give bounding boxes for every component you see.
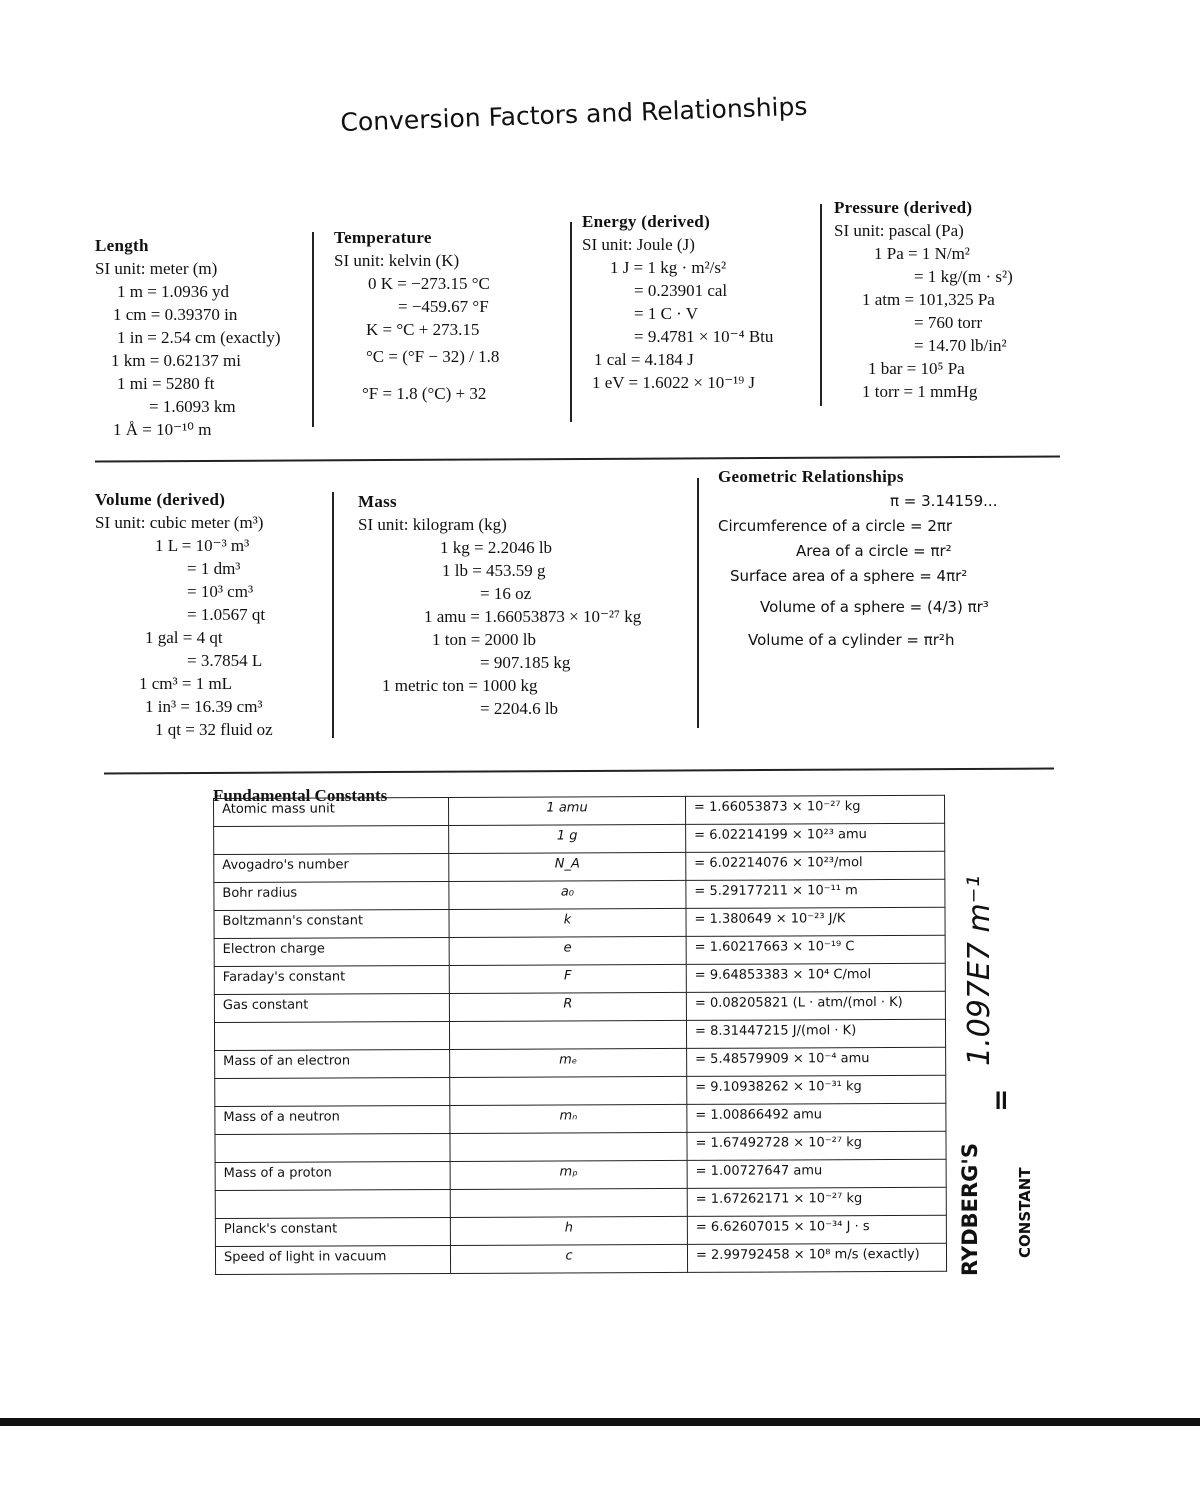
constants-row: [215, 1047, 946, 1078]
page-title: Conversion Factors and Relationships: [340, 91, 808, 137]
constant-value: = 1.00727647 amu: [687, 1159, 946, 1188]
constant-symbol: [450, 1132, 687, 1161]
mass-line: 1 metric ton = 1000 kg: [382, 676, 538, 695]
temperature-heading: Temperature: [334, 228, 432, 247]
length-line: 1 km = 0.62137 mi: [111, 351, 242, 370]
constants-row: [214, 851, 945, 882]
constants-row: [214, 907, 945, 938]
section-divider: [95, 455, 1060, 462]
constant-name: [214, 825, 449, 854]
column-divider: [697, 478, 699, 728]
volume-line: 1 gal = 4 qt: [145, 628, 223, 647]
energy-line: 1 cal = 4.184 J: [594, 350, 694, 369]
constant-symbol: mₚ: [450, 1160, 687, 1189]
constants-row: [214, 795, 945, 826]
constant-value: = 5.29177211 × 10⁻¹¹ m: [686, 879, 945, 908]
column-divider: [332, 492, 334, 738]
mass-line: = 2204.6 lb: [480, 699, 559, 718]
length-line: = 1.6093 km: [149, 397, 236, 416]
geometric-line: Volume of a sphere = (4/3) πr³: [760, 598, 989, 616]
energy-line: 1 eV = 1.6022 × 10⁻¹⁹ J: [592, 373, 756, 392]
length-line: 1 cm = 0.39370 in: [113, 305, 238, 324]
constants-row: [215, 1187, 946, 1218]
constant-name: [215, 1077, 450, 1106]
constants-row: [215, 1159, 946, 1190]
mass-si-unit: SI unit: kilogram (kg): [358, 515, 507, 534]
temperature-line: 0 K = −273.15 °C: [368, 274, 490, 293]
pressure-line: = 1 kg/(m · s²): [914, 267, 1013, 286]
constant-symbol: 1 amu: [448, 796, 685, 825]
constant-symbol: F: [449, 964, 686, 993]
pressure-line: = 760 torr: [914, 313, 983, 332]
volume-line: 1 cm³ = 1 mL: [139, 674, 233, 693]
energy-line: = 1 C · V: [634, 304, 699, 323]
constant-symbol: mₑ: [450, 1048, 687, 1077]
pressure-line: 1 Pa = 1 N/m²: [874, 244, 970, 263]
volume-line: = 10³ cm³: [187, 582, 254, 601]
constant-name: Boltzmann's constant: [214, 909, 449, 938]
handwritten-rydberg-label: RYDBERG'S: [958, 1143, 982, 1276]
constant-name: Mass of a proton: [215, 1161, 450, 1190]
constants-heading: Fundamental Constants: [213, 786, 388, 805]
constant-symbol: c: [450, 1244, 687, 1273]
mass-line: 1 lb = 453.59 g: [442, 561, 546, 580]
constant-value: = 6.02214076 × 10²³/mol: [686, 851, 945, 880]
pressure-section: [834, 196, 1013, 403]
mass-section: [358, 490, 641, 720]
temperature-section: [334, 226, 499, 405]
constants-row: [215, 1243, 946, 1274]
constant-value: = 1.380649 × 10⁻²³ J/K: [686, 907, 945, 936]
volume-heading: Volume (derived): [95, 490, 226, 509]
pressure-line: 1 bar = 10⁵ Pa: [868, 359, 965, 378]
constant-symbol: a₀: [449, 880, 686, 909]
constant-symbol: [449, 1020, 686, 1049]
constants-row: [214, 935, 945, 966]
constant-value: = 5.48579909 × 10⁻⁴ amu: [687, 1047, 946, 1076]
constants-row: [214, 823, 945, 854]
constant-symbol: e: [449, 936, 686, 965]
constant-name: Bohr radius: [214, 881, 449, 910]
pressure-line: 1 atm = 101,325 Pa: [862, 290, 995, 309]
energy-line: = 9.4781 × 10⁻⁴ Btu: [634, 327, 774, 346]
temperature-line: °F = 1.8 (°C) + 32: [362, 384, 487, 403]
geometric-line: Surface area of a sphere = 4πr²: [730, 567, 968, 585]
pressure-heading: Pressure (derived): [834, 198, 973, 217]
energy-line: = 0.23901 cal: [634, 281, 728, 300]
bottom-border-bar: [0, 1418, 1200, 1426]
constants-row: [215, 1131, 946, 1162]
constant-symbol: k: [449, 908, 686, 937]
constant-name: [214, 1021, 449, 1050]
handwritten-equals: =: [984, 1088, 1017, 1112]
mass-line: 1 kg = 2.2046 lb: [440, 538, 553, 557]
constant-name: Atomic mass unit: [214, 797, 449, 826]
volume-line: = 3.7854 L: [187, 651, 263, 670]
volume-line: = 1.0567 qt: [187, 605, 266, 624]
constants-row: [214, 879, 945, 910]
column-divider: [820, 204, 822, 406]
temperature-line: = −459.67 °F: [398, 297, 489, 316]
volume-section: [95, 488, 273, 741]
constant-symbol: mₙ: [450, 1104, 687, 1133]
length-si-unit: SI unit: meter (m): [95, 259, 218, 278]
mass-heading: Mass: [358, 492, 397, 511]
constant-value: = 8.31447215 J/(mol · K): [686, 1019, 945, 1048]
constant-value: = 1.67262171 × 10⁻²⁷ kg: [687, 1187, 946, 1216]
constant-value: = 1.00866492 amu: [687, 1103, 946, 1132]
geometric-heading: Geometric Relationships: [718, 467, 904, 486]
geometric-line: π = 3.14159...: [890, 492, 998, 510]
geometric-section: [718, 464, 997, 653]
constants-row: [214, 963, 945, 994]
constants-row: [214, 991, 945, 1022]
constant-name: [215, 1133, 450, 1162]
length-heading: Length: [95, 236, 149, 255]
energy-heading: Energy (derived): [582, 212, 711, 231]
constants-row: [215, 1103, 946, 1134]
length-line: 1 Å = 10⁻¹⁰ m: [113, 420, 212, 439]
length-line: 1 m = 1.0936 yd: [117, 282, 230, 301]
pressure-si-unit: SI unit: pascal (Pa): [834, 221, 964, 240]
mass-line: = 16 oz: [480, 584, 532, 603]
pressure-line: = 14.70 lb/in²: [914, 336, 1007, 355]
section-divider: [104, 768, 1054, 775]
constant-symbol: h: [450, 1216, 687, 1245]
volume-line: = 1 dm³: [187, 559, 241, 578]
geometric-line: Circumference of a circle = 2πr: [718, 517, 953, 535]
volume-si-unit: SI unit: cubic meter (m³): [95, 513, 264, 532]
energy-line: 1 J = 1 kg · m²/s²: [610, 258, 727, 277]
mass-line: 1 amu = 1.66053873 × 10⁻²⁷ kg: [424, 607, 642, 626]
constant-value: = 0.08205821 (L · atm/(mol · K): [686, 991, 945, 1020]
handwritten-constant-label: CONSTANT: [1016, 1167, 1034, 1258]
temperature-si-unit: SI unit: kelvin (K): [334, 251, 460, 270]
constant-value: = 6.62607015 × 10⁻³⁴ J · s: [687, 1215, 946, 1244]
constants-row: [215, 1215, 946, 1246]
constant-name: Faraday's constant: [214, 965, 449, 994]
constant-value: = 1.67492728 × 10⁻²⁷ kg: [687, 1131, 946, 1160]
length-line: 1 in = 2.54 cm (exactly): [117, 328, 281, 347]
constant-symbol: R: [449, 992, 686, 1021]
geometric-line: Volume of a cylinder = πr²h: [748, 631, 955, 649]
constant-value: = 9.64853383 × 10⁴ C/mol: [686, 963, 945, 992]
constants-row: [214, 1019, 945, 1050]
volume-line: 1 L = 10⁻³ m³: [155, 536, 250, 555]
volume-line: 1 qt = 32 fluid oz: [155, 720, 273, 739]
handwritten-rydberg-value: 1.097E7 m⁻¹: [962, 875, 997, 1066]
temperature-line: K = °C + 273.15: [366, 320, 480, 339]
temperature-line: °C = (°F − 32) / 1.8: [366, 347, 500, 366]
constant-value: = 1.66053873 × 10⁻²⁷ kg: [685, 795, 944, 824]
volume-line: 1 in³ = 16.39 cm³: [145, 697, 263, 716]
constant-symbol: [450, 1188, 687, 1217]
constant-name: [215, 1189, 450, 1218]
length-line: 1 mi = 5280 ft: [117, 374, 215, 393]
constant-value: = 6.02214199 × 10²³ amu: [686, 823, 945, 852]
constant-name: Planck's constant: [215, 1217, 450, 1246]
mass-line: = 907.185 kg: [480, 653, 571, 672]
mass-line: 1 ton = 2000 lb: [432, 630, 537, 649]
constant-symbol: 1 g: [449, 824, 686, 853]
energy-section: [582, 210, 773, 394]
constant-name: Mass of a neutron: [215, 1105, 450, 1134]
constant-name: Mass of an electron: [215, 1049, 450, 1078]
constant-value: = 1.60217663 × 10⁻¹⁹ C: [686, 935, 945, 964]
constant-value: = 9.10938262 × 10⁻³¹ kg: [687, 1075, 946, 1104]
constant-name: Electron charge: [214, 937, 449, 966]
length-section: [95, 234, 280, 441]
constants-row: [215, 1075, 946, 1106]
constant-symbol: N_A: [449, 852, 686, 881]
constants-table: [213, 795, 947, 1275]
constant-symbol: [450, 1076, 687, 1105]
pressure-line: 1 torr = 1 mmHg: [862, 382, 978, 401]
constant-name: Avogadro's number: [214, 853, 449, 882]
constant-name: Speed of light in vacuum: [215, 1245, 450, 1274]
column-divider: [570, 222, 572, 422]
constant-name: Gas constant: [214, 993, 449, 1022]
column-divider: [312, 232, 314, 427]
energy-si-unit: SI unit: Joule (J): [582, 235, 695, 254]
constant-value: = 2.99792458 × 10⁸ m/s (exactly): [687, 1243, 946, 1272]
geometric-line: Area of a circle = πr²: [796, 542, 952, 560]
